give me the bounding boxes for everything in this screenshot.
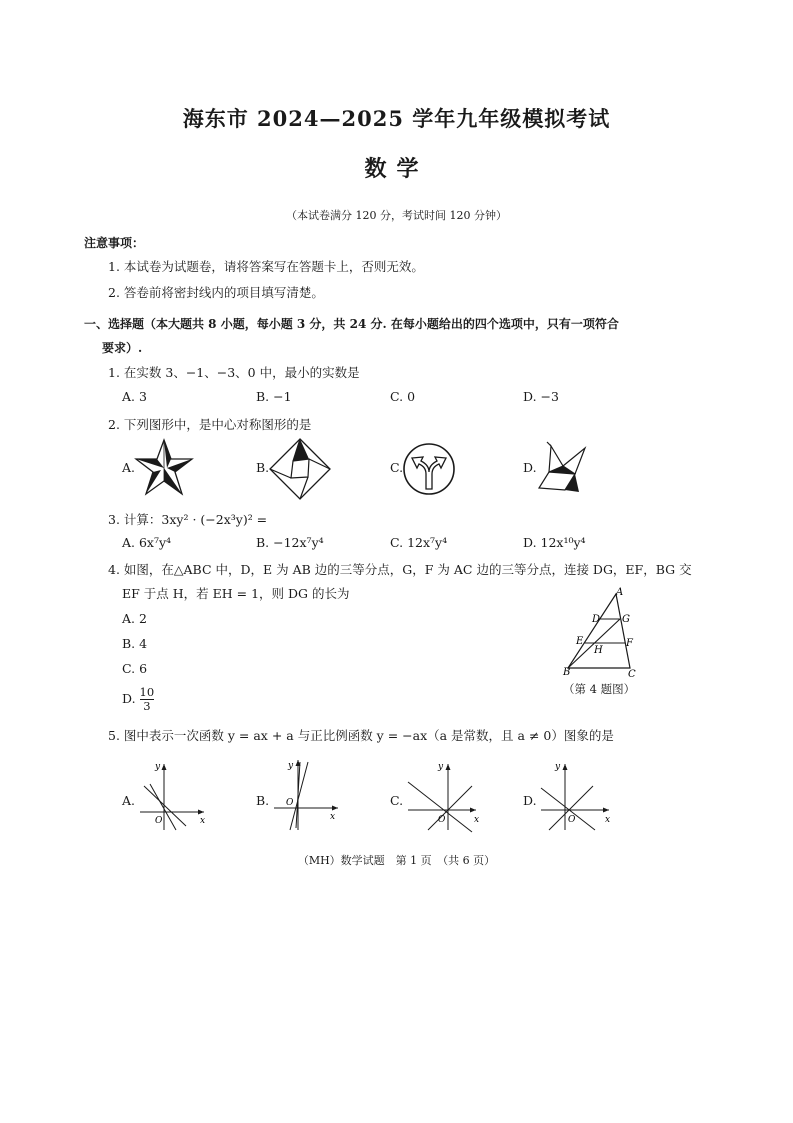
- q3-stem: 3. 计算：3xy² · (−2x³y)² =: [108, 512, 268, 527]
- instructions-heading: 注意事项：: [84, 236, 145, 250]
- q5-graph-b: [268, 756, 344, 832]
- axis-y-label: y: [155, 762, 161, 772]
- point-label: F: [626, 638, 633, 649]
- instruction-item: 1. 本试卷为试题卷，请将答案写在答题卡上，否则无效。: [108, 259, 424, 274]
- q4-stem-line2: EF 于点 H，若 EH = 1，则 DG 的长为: [122, 586, 350, 601]
- q1-stem: 1. 在实数 3、−1、−3、0 中，最小的实数是: [108, 365, 360, 380]
- point-label: C: [628, 669, 636, 680]
- q4-option-d-label: D.: [122, 691, 136, 706]
- q5-option-c: C.: [390, 793, 404, 808]
- axis-x-label: x: [200, 816, 206, 826]
- section-heading-cont: 要求）.: [102, 341, 143, 355]
- q2-option-c: C.: [390, 460, 404, 475]
- q3-option-c: C. 12x⁷y⁴: [390, 535, 448, 550]
- q4-figure-caption: （第 4 题图）: [563, 682, 636, 696]
- road-sign-figure: [402, 442, 456, 496]
- subject-title: 数学: [364, 156, 429, 182]
- fraction-denominator: 3: [143, 699, 151, 713]
- q1-option-c: C. 0: [390, 389, 416, 404]
- fraction-numerator: 10: [139, 685, 155, 699]
- q4-option-c: C. 6: [122, 661, 148, 676]
- origin-label: O: [438, 815, 446, 825]
- q5-option-b: B.: [256, 793, 270, 808]
- point-label: A: [616, 587, 624, 598]
- q5-graph-c: [402, 760, 482, 832]
- q4-option-a: A. 2: [122, 611, 147, 626]
- axis-x-label: x: [474, 815, 480, 825]
- q3-option-d: D. 12x¹⁰y⁴: [523, 535, 586, 550]
- section-heading: 一、选择题（本大题共 8 小题，每小题 3 分，共 24 分. 在每小题给出的四个选项中，只有一项符合: [84, 317, 619, 331]
- q4-option-b: B. 4: [122, 636, 148, 651]
- q5-option-d: D.: [523, 793, 537, 808]
- q3-option-b: B. −12x⁷y⁴: [256, 535, 324, 550]
- point-label: H: [594, 645, 603, 656]
- axis-y-label: y: [438, 762, 444, 772]
- axis-y-label: y: [555, 762, 561, 772]
- origami-bird-figure: [535, 440, 591, 498]
- q1-option-b: B. −1: [256, 389, 292, 404]
- exam-title: 海东市 2024—2025 学年九年级模拟考试: [182, 106, 611, 131]
- q5-option-a: A.: [122, 793, 136, 808]
- point-label: B: [563, 667, 571, 678]
- star-figure: [134, 438, 194, 498]
- q5-graph-a: [134, 760, 210, 832]
- exam-note: （本试卷满分 120 分，考试时间 120 分钟）: [286, 209, 507, 222]
- instruction-item: 2. 答卷前将密封线内的项目填写清楚。: [108, 285, 324, 300]
- q4-option-d-fraction: [140, 686, 155, 713]
- q2-option-d: D.: [523, 460, 537, 475]
- q5-stem: 5. 图中表示一次函数 y = ax + a 与正比例函数 y = −ax（a 是常数，且 a ≠ 0）图象的是: [108, 728, 614, 743]
- page-footer: （MH）数学试题 第 1 页 （共 6 页）: [297, 854, 496, 867]
- axis-x-label: x: [605, 815, 611, 825]
- q2-stem: 2. 下列图形中，是中心对称图形的是: [108, 417, 312, 432]
- origin-label: O: [286, 798, 294, 808]
- axis-x-label: x: [330, 812, 336, 822]
- q5-graph-d: [535, 760, 615, 832]
- pinwheel-square-figure: [268, 437, 332, 501]
- q1-option-a: A. 3: [122, 389, 147, 404]
- axis-y-label: y: [288, 761, 294, 771]
- q2-option-a: A.: [122, 460, 136, 475]
- origin-label: O: [568, 815, 576, 825]
- q3-option-a: A. 6x⁷y⁴: [122, 535, 172, 550]
- triangle-abc-figure: [560, 588, 640, 680]
- q4-stem-line1: 4. 如图，在△ABC 中，D，E 为 AB 边的三等分点，G，F 为 AC 边的三等分点，连接 DG，EF，BG 交: [108, 562, 692, 577]
- q1-option-d: D. −3: [523, 389, 559, 404]
- q2-option-b: B.: [256, 460, 270, 475]
- q4-option-d: [122, 686, 154, 713]
- point-label: G: [622, 614, 630, 625]
- origin-label: O: [155, 816, 163, 826]
- point-label: D: [592, 614, 601, 625]
- point-label: E: [576, 636, 584, 647]
